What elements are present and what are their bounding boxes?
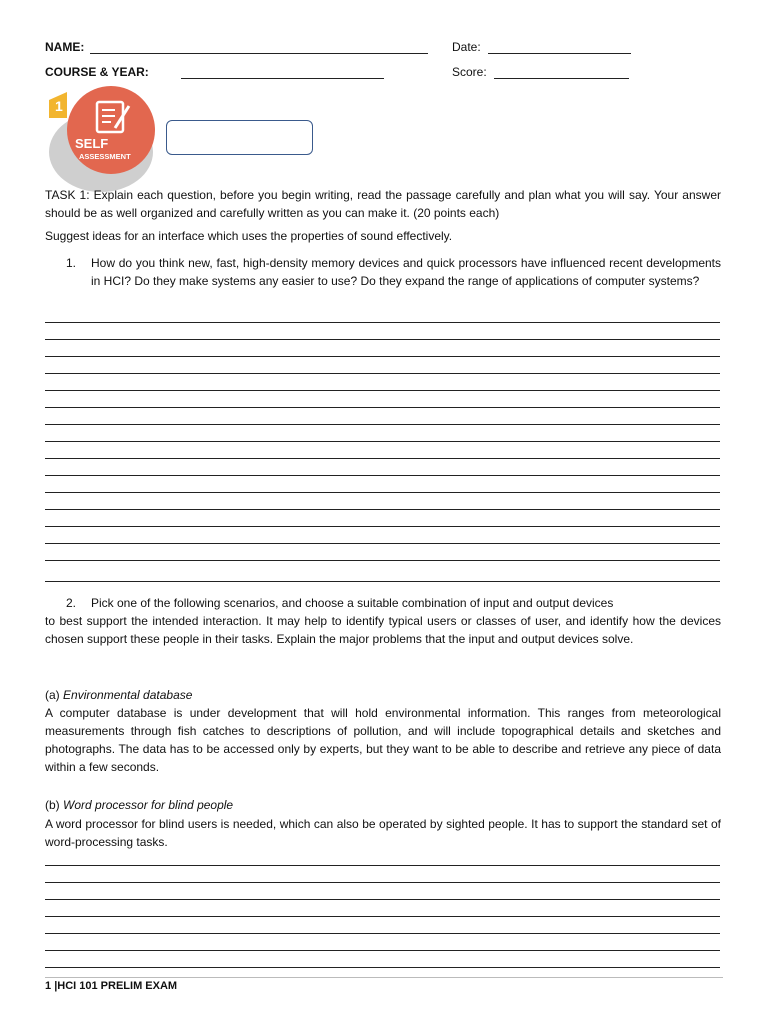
course-year-label: COURSE & YEAR: [45,65,149,79]
question-2-number: 2. [66,596,77,610]
exam-title: HCI 101 PRELIM EXAM [57,980,178,992]
self-assessment-badge [45,86,155,196]
answer-line[interactable] [45,899,720,900]
answer-line[interactable] [45,916,720,917]
course-year-field[interactable] [181,66,384,79]
name-field[interactable] [90,41,428,54]
score-box[interactable] [166,120,313,155]
badge-number: 1 [55,98,63,114]
answer-line[interactable] [45,560,720,561]
answer-line[interactable] [45,967,720,968]
score-field[interactable] [494,66,629,79]
badge-title: SELF [75,136,109,151]
answer-line[interactable] [45,492,720,493]
badge-subtitle: ASSESSMENT [79,152,131,161]
answer-line[interactable] [45,509,720,510]
answer-line[interactable] [45,933,720,934]
answer-line[interactable] [45,407,720,408]
answer-line[interactable] [45,441,720,442]
scenario-b-label: (b) [45,798,60,812]
score-label: Score: [452,65,487,79]
scenario-a-title: Environmental database [63,688,193,702]
answer-line[interactable] [45,526,720,527]
question-2-text: to best support the intended interaction. It may help to identify typical users or classes of user, and identify how the devices chosen support these people in their tasks. Explain the major problems that the input and output devices solve. [45,614,721,646]
page-number: 1 [45,980,52,992]
answer-line[interactable] [45,373,720,374]
footer-separator: | [54,980,58,992]
task-suggestion: Suggest ideas for an interface which uses the properties of sound effectively. [45,229,453,243]
scenario-a-text: A computer database is under development that will hold environmental information. This ranges from meteorological measurements through fish catches to descriptions of pollution, and will include topographical details and sketches and photographs. The data has to be accessed only by experts, but they want to be able to describe and retrieve any piece of data within a few seconds. [45,706,721,774]
scenario-b-title: Word processor for blind people [63,798,234,812]
answer-line[interactable] [45,390,720,391]
answer-line[interactable] [45,475,720,476]
answer-line[interactable] [45,882,720,883]
date-field[interactable] [488,41,631,54]
answer-line[interactable] [45,458,720,459]
footer-divider [45,977,723,978]
question-1-number: 1. [66,256,77,270]
answer-line[interactable] [45,356,720,357]
answer-line[interactable] [45,581,720,582]
question-1-text: How do you think new, fast, high-density memory devices and quick processors have influenced recent developments in HCI? Do they make systems any easier to use? Do they expand the range of applications of computer systems? [91,256,721,288]
answer-line[interactable] [45,424,720,425]
task-instructions: TASK 1: Explain each question, before you begin writing, read the passage carefully and plan what you will say. Your answer should be as well organized and carefully written as you can make it. (20 points each) [45,188,721,220]
scenario-a-label: (a) [45,688,60,702]
date-label: Date: [452,40,481,54]
answer-line[interactable] [45,339,720,340]
answer-line[interactable] [45,543,720,544]
answer-line[interactable] [45,950,720,951]
name-label: NAME: [45,40,85,54]
answer-line[interactable] [45,322,720,323]
self-assessment-icon [45,86,160,196]
scenario-a-heading [45,686,192,704]
scenario-b-heading [45,796,233,814]
scenario-b-text: A word processor for blind users is needed, which can also be operated by sighted people. It has to support the standard set of word-processing tasks. [45,817,721,849]
answer-line[interactable] [45,865,720,866]
page-footer [45,980,177,992]
question-2-first-line: Pick one of the following scenarios, and choose a suitable combination of input and output devices [91,596,614,610]
